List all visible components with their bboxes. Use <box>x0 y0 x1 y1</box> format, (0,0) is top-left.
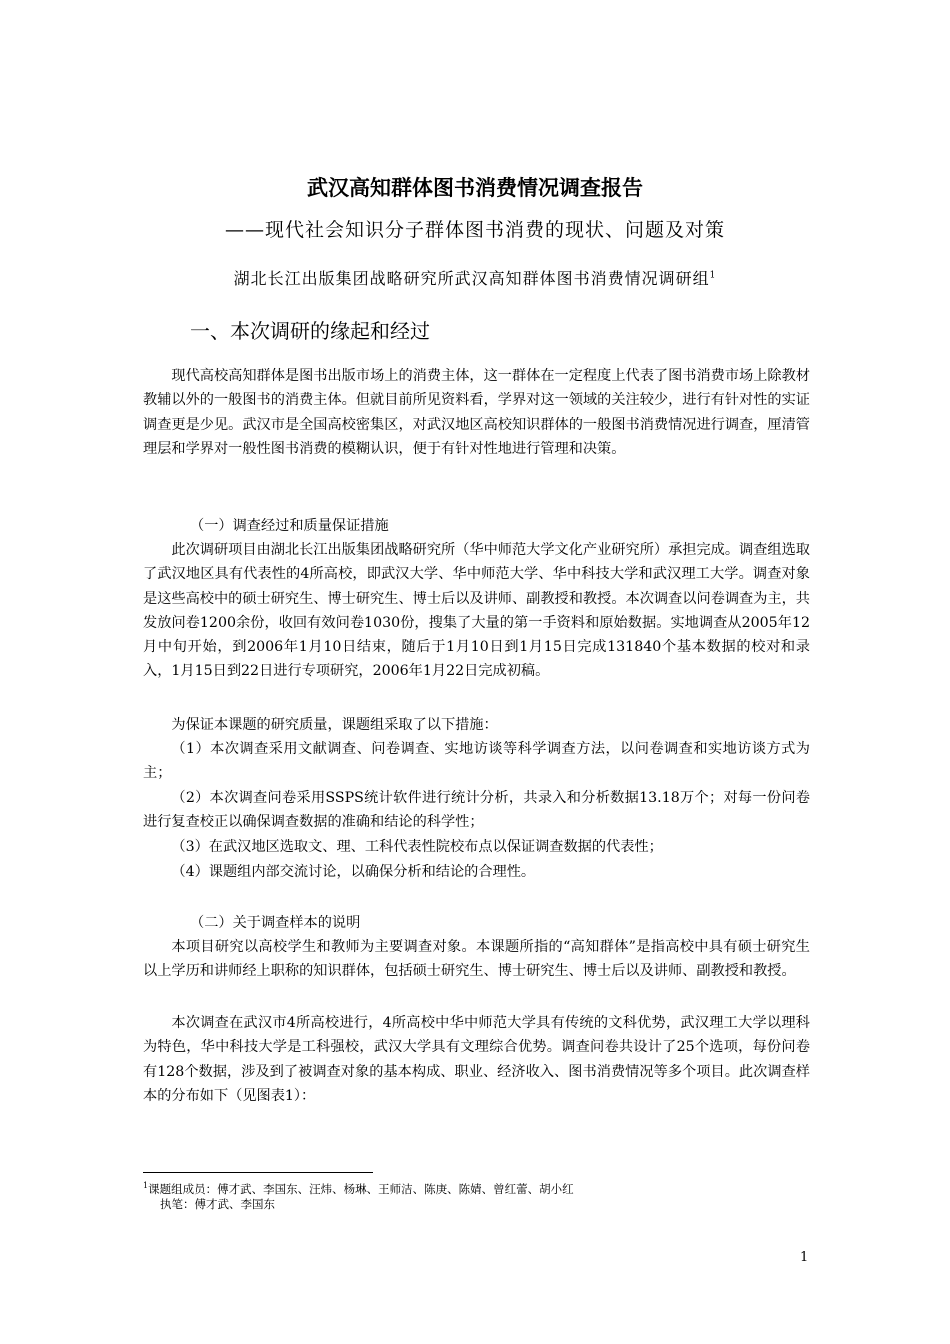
document-authors <box>0 266 950 289</box>
footnote-mark: 1 <box>143 1181 149 1190</box>
footnote-line-1 <box>143 1178 574 1197</box>
footnote-text-1: 课题组成员：傅才武、李国东、汪炜、杨琳、王师洁、陈庚、陈婧、曾红蕾、胡小红 <box>148 1181 574 1196</box>
subsection-heading-1: （一）调查经过和质量保证措施 <box>190 518 389 534</box>
sub2-paragraph-1: 本项目研究以高校学生和教师为主要调查对象。本课题所指的“高知群体”是指高校中具有硕士研究生以上学历和讲师经上职称的知识群体，包括硕士研究生、博士研究生、博士后以及讲师、副教授和教授。 <box>143 939 810 980</box>
section-heading-1: 一、本次调研的缘起和经过 <box>190 319 430 343</box>
document-title: 武汉高知群体图书消费情况调查报告 <box>307 176 643 200</box>
authors-text: 湖北长江出版集团战略研究所武汉高知群体图书消费情况调研组 <box>233 269 710 288</box>
sub1-paragraph-1: 此次调研项目由湖北长江出版集团战略研究所（华中师范大学文化产业研究所）承担完成。调查组选取了武汉地区具有代表性的4所高校，即武汉大学、华中师范大学、华中科技大学和武汉理工大学。调查对象是这些高校中的硕士研究生、博士研究生、博士后以及讲师、副教授和教授。本次调查以问卷调查为主，共发放问卷1200余份，收回有效问卷1030份，搜集了大量的第一手资料和原始数据。实地调查从2005年12月中旬开始，到2006年1月10日结束，随后于1月10日到1月15日完成131840个基本数据的校对和录入，1月15日到22日进行专项研究，2006年1月22日完成初稿。 <box>143 542 810 680</box>
page-number: 1 <box>800 1250 809 1265</box>
footnote-separator <box>143 1172 373 1173</box>
footnote-reference[interactable]: 1 <box>709 270 717 281</box>
subsection-heading-2: （二）关于调查样本的说明 <box>190 915 361 931</box>
document-subtitle: ——现代社会知识分子群体图书消费的现状、问题及对策 <box>224 219 725 241</box>
measure-4: （4）课题组内部交流讨论，以确保分析和结论的合理性。 <box>171 864 536 880</box>
footnote-line-2: 执笔：傅才武、李国东 <box>160 1197 275 1211</box>
sub2-paragraph-2: 本次调查在武汉市4所高校进行，4所高校中华中师范大学具有传统的文科优势，武汉理工大学以理科为特色，华中科技大学是工科强校，武汉大学具有文理综合优势。调查问卷共设计了25个选项，每份问卷有128个数据，涉及到了被调查对象的基本构成、职业、经济收入、图书消费情况等多个项目。此次调查样本的分布如下（见图表1）： <box>143 1015 810 1104</box>
measure-3: （3）在武汉地区选取文、理、工科代表性院校布点以保证调查数据的代表性； <box>171 839 663 855</box>
measure-1: （1）本次调查采用文献调查、问卷调查、实地访谈等科学调查方法，以问卷调查和实地访谈方式为主； <box>143 741 810 782</box>
intro-paragraph: 现代高校高知群体是图书出版市场上的消费主体，这一群体在一定程度上代表了图书消费市场上除教材教辅以外的一般图书的消费主体。但就目前所见资料看，学界对这一领域的关注较少，进行有针对性的实证调查更是少见。武汉市是全国高校密集区，对武汉地区高校知识群体的一般图书消费情况进行调查，厘清管理层和学界对一般性图书消费的模糊认识，便于有针对性地进行管理和决策。 <box>143 368 810 457</box>
sub1-paragraph-2: 为保证本课题的研究质量，课题组采取了以下措施： <box>171 717 498 733</box>
measure-2: （2）本次调查问卷采用SSPS统计软件进行统计分析，共录入和分析数据13.18万个；对每一份问卷进行复查校正以确保调查数据的准确和结论的科学性； <box>143 790 810 831</box>
